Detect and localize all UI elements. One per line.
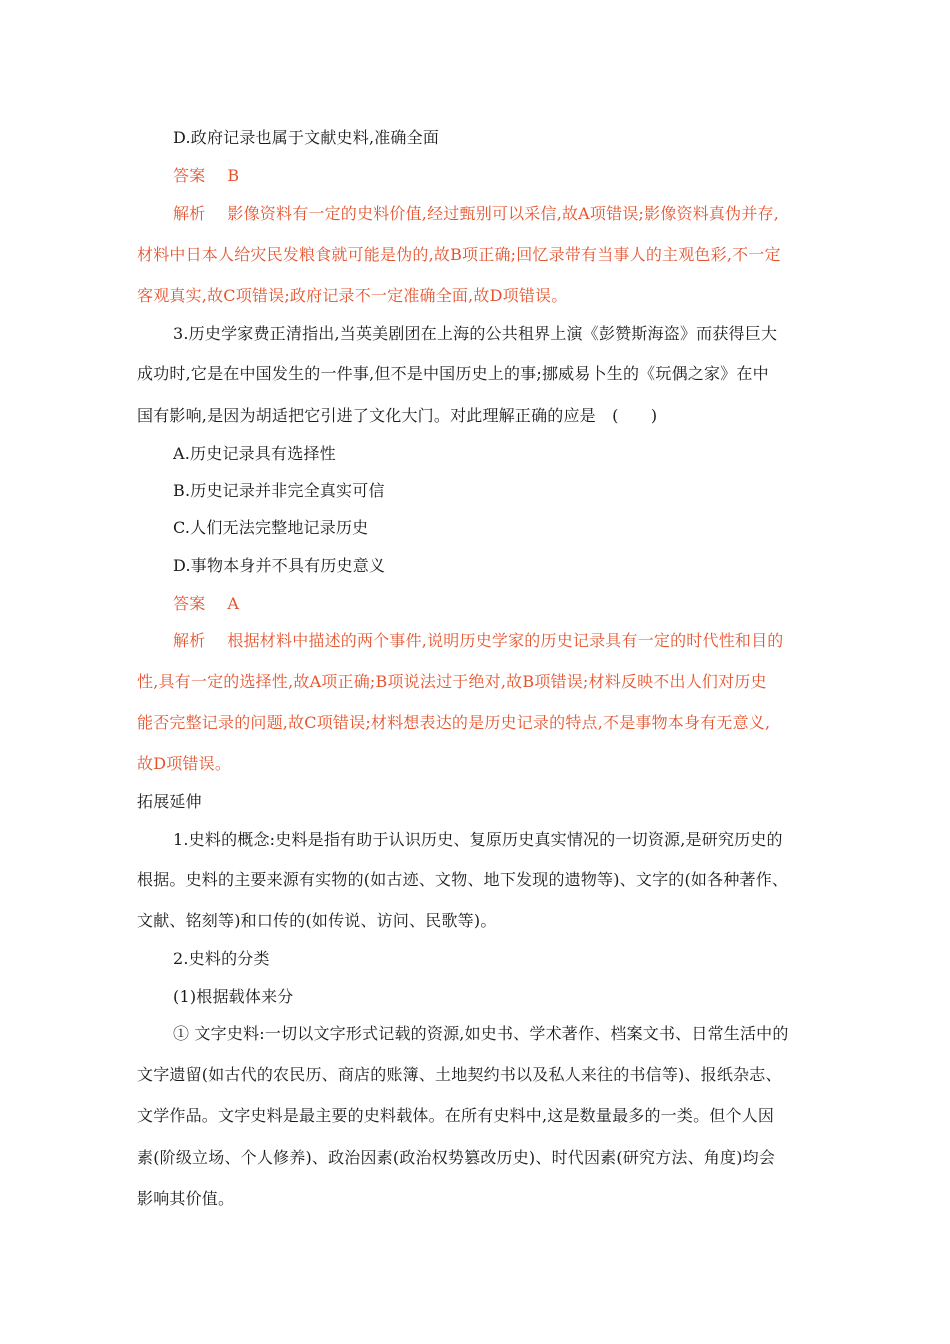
q2-analysis-line-3: 客观真实,故C项错误;政府记录不一定准确全面,故D项错误。 — [137, 286, 568, 305]
q3-stem-line-3: 国有影响,是因为胡适把它引进了文化大门。对此理解正确的应是 ( ) — [137, 406, 658, 425]
written-line-5: 影响其价值。 — [137, 1189, 235, 1208]
q3-stem-line-1: 3.历史学家费正清指出,当英美剧团在上海的公共租界上演《彭赞斯海盗》而获得巨大 — [173, 324, 778, 343]
concept-line-1: 1.史料的概念:史料是指有助于认识历史、复原历史真实情况的一切资源,是研究历史的 — [173, 830, 783, 849]
q2-analysis-line-2: 材料中日本人给灾民发粮食就可能是伪的,故B项正确;回忆录带有当事人的主观色彩,不一定 — [137, 245, 781, 264]
written-line-4: 素(阶级立场、个人修养)、政治因素(政治权势篡改历史)、时代因素(研究方法、角度)均会 — [137, 1148, 776, 1167]
q2-analysis-line-1 — [173, 204, 817, 224]
q3-analysis-line-3: 能否完整记录的问题,故C项错误;材料想表达的是历史记录的特点,不是事物本身有无意义, — [137, 713, 771, 732]
q2-answer-label: 答案 — [173, 166, 206, 185]
q2-analysis-label: 解析 — [173, 204, 206, 223]
q3-analysis-text: 根据材料中描述的两个事件,说明历史学家的历史记录具有一定的时代性和目的 — [227, 631, 784, 650]
by-carrier-heading: (1)根据载体来分 — [173, 987, 294, 1006]
written-line-2: 文字遗留(如古代的农民历、商店的账簿、土地契约书以及私人来往的书信等)、报纸杂志、 — [137, 1065, 782, 1084]
q3-option-a: A.历史记录具有选择性 — [173, 444, 336, 463]
extension-heading: 拓展延伸 — [137, 792, 202, 811]
q3-answer — [173, 594, 817, 614]
q3-stem-line-2: 成功时,它是在中国发生的一件事,但不是中国历史上的事;挪威易卜生的《玩偶之家》在中 — [137, 364, 769, 383]
q2-answer — [173, 166, 817, 186]
written-line-3: 文学作品。文字史料是最主要的史料载体。在所有史料中,这是数量最多的一类。但个人因 — [137, 1106, 775, 1125]
q3-analysis-line-2: 性,具有一定的选择性,故A项正确;B项说法过于绝对,故B项错误;材料反映不出人们对历史 — [137, 672, 767, 691]
q2-answer-value: B — [227, 166, 240, 185]
concept-line-2: 根据。史料的主要来源有实物的(如古迹、文物、地下发现的遗物等)、文字的(如各种著作、 — [137, 870, 789, 889]
q3-option-d: D.事物本身并不具有历史意义 — [173, 556, 386, 575]
q2-option-d: D.政府记录也属于文献史料,准确全面 — [173, 128, 440, 147]
q2-analysis-text: 影像资料有一定的史料价值,经过甄别可以采信,故A项错误;影像资料真伪并存, — [227, 204, 780, 223]
q3-option-c: C.人们无法完整地记录历史 — [173, 518, 369, 537]
q3-analysis-line-4: 故D项错误。 — [137, 754, 232, 773]
q3-option-b: B.历史记录并非完全真实可信 — [173, 481, 385, 500]
q3-answer-label: 答案 — [173, 594, 206, 613]
concept-line-3: 文献、铭刻等)和口传的(如传说、访问、民歌等)。 — [137, 911, 497, 930]
classification-heading: 2.史料的分类 — [173, 949, 270, 968]
q3-analysis-label: 解析 — [173, 631, 206, 650]
q3-answer-value: A — [227, 594, 240, 613]
written-line-1: ① 文字史料:一切以文字形式记载的资源,如史书、学术著作、档案文书、日常生活中的 — [173, 1024, 789, 1043]
q3-analysis-line-1 — [173, 631, 817, 651]
